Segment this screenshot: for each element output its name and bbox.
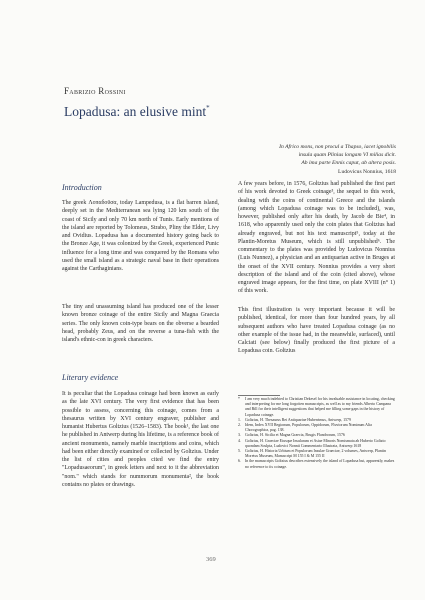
epigraph [246, 143, 396, 176]
epigraph-line: In Africo mons, non procul a Thapso, iacet ignobilis [279, 144, 396, 150]
article-title [64, 104, 210, 120]
footnote-text: In the manuscripts Goltzius describes extensively the island of Lopadusa but, apparently, makes no reference to its coinage. [245, 459, 395, 469]
footnote-number: * [238, 397, 240, 401]
intro-paragraph-1 [62, 199, 219, 273]
footnote-text: Goltzius, H. Sicilia et Magna Graecia, Brugis Flandrorum, 1576 [245, 433, 345, 438]
footnote-number: 1. [238, 417, 241, 422]
section-heading-introduction: Introduction [62, 183, 102, 192]
paragraph-text: A few years before, in 1576, Goltzius had published the first part of his work devoted to Greek coinage³, the sequel to this work, dealing with the coins of continental Greece and the islands (among which Lopadusa coinage was to be included), was, however, published only after his death, by Jacob de Bie⁴, in 1618, who apparently used only the coin plates that Goltzius had already engraved, but not his text manuscript⁵, today at the Plantin-Moretus Museum, which is still unpublished⁶. The commentary to the plates was provided by Ludovicus Nonnius (Luis Nunnez), a physician and an antiquarian active in Bruges at the onset of the XVII century. Nonnius provides a very short description of the island and of the coin (cited above), whose engraved image appears, for the first time, on plate XVIII (n° 1) of this work. [238, 181, 395, 295]
footnote [238, 449, 396, 459]
footnote-text: Goltzius, H. Graeciae Eiusque Insularum et Asiae Minoris Nomismata ab Huberto Goltzio quondam Sculpta, Ludovici Nonnii Commentario Illustrata, Antwerp 1618 [245, 438, 386, 448]
footnote-text: I am very much indebted to Christian Dekesel for his invaluable assistance in locating, checking and interpreting for me long forgotten manuscripts, as well as to my friends Alberto Campana and Bill for their intelligent suggestions that helped me filling some gaps in the history of Lopadusa coinage. [245, 397, 395, 417]
footnotes [238, 397, 396, 470]
epigraph-line: insula quam Plinius longam VI milias dicit. [298, 152, 396, 158]
footnote-text: Idem, Index XVII Regionum, Populorum, Oppidorum, Fluviorum Nominum Alia Chorographica, pag. 138. [245, 423, 372, 433]
epigraph-source: Ludovicus Nonnius, 1618 [338, 169, 396, 175]
footnote-text: Goltzius, H. Thesaurus Rei Antiquariae Huberrimus, Antwerp, 1579 [245, 417, 351, 422]
paragraph-text: The greek Λοπαδοῦσα, today Lampedusa, is a flat barren island, deeply set in the Mediterranean sea lying 120 km south of the coast of Sicily and only 70 km north of Tunis. Early mentions of the island are reported by Tolomeus, Strabo, Pliny the Elder, Livy and Ovidius. Lopadusa has a documented history going back to the Bronze Age, it was colonized by the Greek, experienced Punic influence for a long time and was conquered by the Romans who used the small island as a strategic naval base in their operations against the Carthaginians. [62, 200, 219, 272]
author-name: Fabrizio Rossini [64, 86, 126, 96]
footnote-divider [238, 395, 280, 396]
footnote [238, 439, 396, 449]
footnote-number: 6. [238, 459, 241, 464]
footnote [238, 397, 396, 418]
epigraph-line: Ab ima parte Ennis caput, ab altera posis. [301, 160, 396, 166]
intro-paragraph-2 [62, 303, 219, 344]
right-column-paragraph-1 [238, 180, 395, 296]
paragraph-text: It is peculiar that the Lopadusa coinage had been known as early as the late XVI century. The very first evidence that has been possible to assess, concerning this coinage, comes from a thesaurus written by XVI century engraver, publisher and humanist Hubertus Goltzius (1526–1583). The book¹, the last one he published in Antwerp during his lifetime, is a reference book of ancient monuments, namely marble inscriptions and coins, which had been either directly examined or collected by Goltzius. Under the list of cities and peoples cited we find the entry "Lopadusaeorum", in greek letters and next to it the abbreviation "nom." which stands for nummorum monumenta², the book contains no plates or drawings. [62, 391, 219, 488]
footnote [238, 459, 396, 469]
footnote-number: 3. [238, 433, 241, 438]
footnote-number: 5. [238, 449, 241, 454]
article-title-text: Lopadusa: an elusive mint [64, 104, 207, 119]
footnote-text: Goltzius, H. Historia Urbium et Populorum Insulae Graeciae, 2 volumes, Antwerp, Plantin Moretus Museum, Manuscript M 155 I & M 155 II [245, 449, 386, 459]
paragraph-text: The tiny and unassuming island has produced one of the lesser known bronze coinage of the entire Sicily and Magna Graecia series. The only known coin-type bears on the obverse a bearded head, probably Zeus, and on the reverse a tuna-fish with the island's ethnic-con in greek characters. [62, 304, 219, 343]
literary-paragraph [62, 390, 219, 489]
section-heading-literary-evidence: Literary evidence [62, 373, 119, 382]
right-column-paragraph-2 [238, 306, 395, 356]
footnote-number: 4. [238, 438, 241, 443]
footnote-number: 2. [238, 423, 241, 428]
title-footnote-mark: * [206, 104, 210, 112]
page-number: 369 [206, 556, 216, 563]
footnote [238, 423, 396, 433]
paragraph-text: This first illustration is very important because it will be published, identical, for more than four hundred years, by all subsequent authors who have treated Lopadusa coinage (as no other example of the issue had, in the meanwhile, surfaced), until Calciati (see below) finally produced the first picture of a Lopadusa coin. Goltzius [238, 307, 395, 355]
